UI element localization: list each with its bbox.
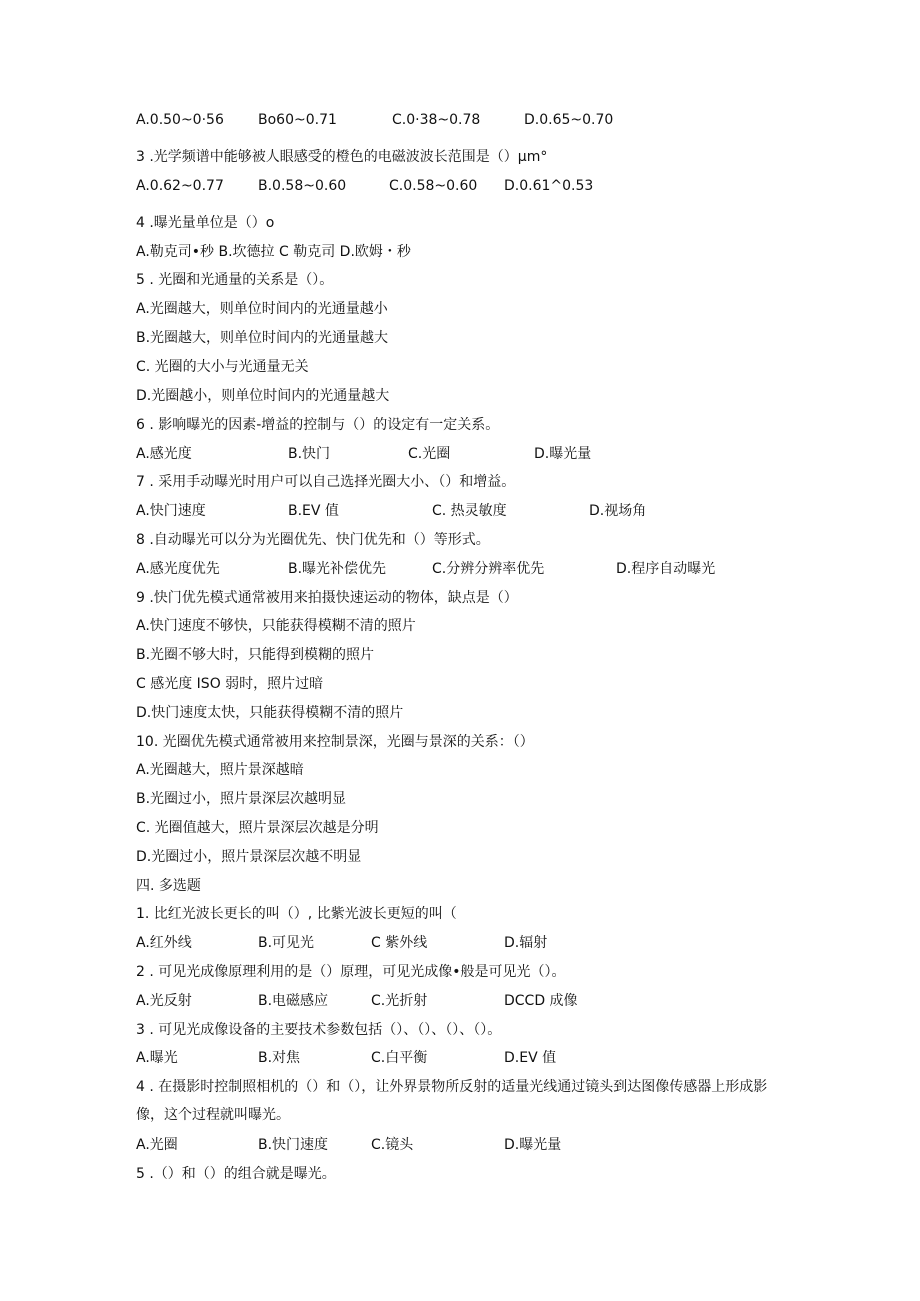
question-text: 2 . 可见光成像原理利用的是（）原理，可见光成像•般是可见光（）。 (136, 964, 566, 980)
question-text: A.勒克司•秒 B.坎德拉 C 勒克司 D.欧姆・秒 (136, 244, 411, 260)
option-a: A.0.62~0.77 (136, 178, 224, 194)
option-a: A.0.50~0·56 (136, 112, 224, 128)
option-d: D.0.61^0.53 (504, 178, 594, 194)
option-a: A.曝光 (136, 1050, 178, 1066)
option-c: C.白平衡 (371, 1050, 428, 1066)
question-text: D.光圈越小，则单位时间内的光通量越大 (136, 388, 390, 404)
option-b: B.EV 值 (288, 503, 339, 519)
option-d: D.曝光量 (534, 446, 592, 462)
option-c: C 紫外线 (371, 935, 428, 951)
option-d: DCCD 成像 (504, 993, 578, 1009)
question-text: 4 .曝光量单位是（）o (136, 215, 275, 231)
option-c: C.分辨分辨率优先 (432, 561, 545, 577)
question-text: A.快门速度不够快，只能获得模糊不清的照片 (136, 618, 416, 634)
option-b: B.快门 (288, 446, 331, 462)
question-text: 5 . 光圈和光通量的关系是（）。 (136, 272, 334, 288)
question-text: A.光圈越大，则单位时间内的光通量越小 (136, 301, 388, 317)
option-c: C. 热灵敏度 (432, 503, 507, 519)
option-a: A.感光度优先 (136, 561, 220, 577)
option-d: D.EV 值 (504, 1050, 557, 1066)
option-d: D.程序自动曝光 (616, 561, 716, 577)
option-c: C.0·38~0.78 (392, 112, 481, 128)
question-text: C. 光圈值越大，照片景深层次越是分明 (136, 820, 379, 836)
option-a: A.光反射 (136, 993, 192, 1009)
question-text: 3 .光学频谱中能够被人眼感受的橙色的电磁波波长范围是（）μm° (136, 149, 548, 165)
question-text: D.快门速度太快，只能获得模糊不清的照片 (136, 705, 404, 721)
question-text: 5 .（）和（）的组合就是曝光。 (136, 1166, 336, 1182)
option-d: D.辐射 (504, 935, 548, 951)
question-text: B.光圈不够大时，只能得到模糊的照片 (136, 647, 375, 663)
question-text: 6 . 影响曝光的因素-增益的控制与（）的设定有一定关系。 (136, 417, 500, 433)
question-text: D.光圈过小，照片景深层次越不明显 (136, 849, 362, 865)
question-text: 3 . 可见光成像设备的主要技术参数包括（）、（）、（）、（）。 (136, 1022, 502, 1038)
option-a: A.快门速度 (136, 503, 206, 519)
option-b: B.对焦 (258, 1050, 301, 1066)
option-a: A.光圈 (136, 1137, 178, 1153)
question-text: 4 . 在摄影时控制照相机的（）和（），让外界景物所反射的适量光线通过镜头到达图像传感器上形成影像，这个过程就叫曝光。 (136, 1079, 768, 1123)
question-text: C 感光度 ISO 弱时，照片过暗 (136, 676, 324, 692)
question-text: 1. 比红光波长更长的叫（）, 比紫光波长更短的叫（ (136, 906, 457, 922)
option-b: Bo60~0.71 (258, 112, 337, 128)
option-b: B.可见光 (258, 935, 315, 951)
option-d: D.视场角 (589, 503, 647, 519)
question-text: 9 .快门优先模式通常被用来拍摄快速运动的物体，缺点是（） (136, 590, 518, 606)
option-b: B.0.58~0.60 (258, 178, 347, 194)
question-text: A.光圈越大，照片景深越暗 (136, 762, 304, 778)
option-c: C.光折射 (371, 993, 428, 1009)
section-heading: 四. 多选题 (136, 878, 201, 894)
option-b: B.曝光补偿优先 (288, 561, 387, 577)
question-text: B.光圈越大，则单位时间内的光通量越大 (136, 330, 389, 346)
option-b: B.电磁感应 (258, 993, 329, 1009)
option-a: A.红外线 (136, 935, 192, 951)
option-a: A.感光度 (136, 446, 192, 462)
option-c: C.0.58~0.60 (389, 178, 478, 194)
question-text: C. 光圈的大小与光通量无关 (136, 359, 309, 375)
question-text: 7 . 采用手动曝光时用户可以自己选择光圈大小、（）和增益。 (136, 474, 516, 490)
question-text: 10. 光圈优先模式通常被用来控制景深，光圈与景深的关系：（） (136, 734, 534, 750)
question-text: B.光圈过小，照片景深层次越明显 (136, 791, 347, 807)
option-d: D.0.65~0.70 (524, 112, 614, 128)
option-b: B.快门速度 (258, 1137, 329, 1153)
option-c: C.光圈 (408, 446, 451, 462)
question-text: 8 .自动曝光可以分为光圈优先、快门优先和（）等形式。 (136, 532, 490, 548)
option-d: D.曝光量 (504, 1137, 562, 1153)
option-c: C.镜头 (371, 1137, 414, 1153)
